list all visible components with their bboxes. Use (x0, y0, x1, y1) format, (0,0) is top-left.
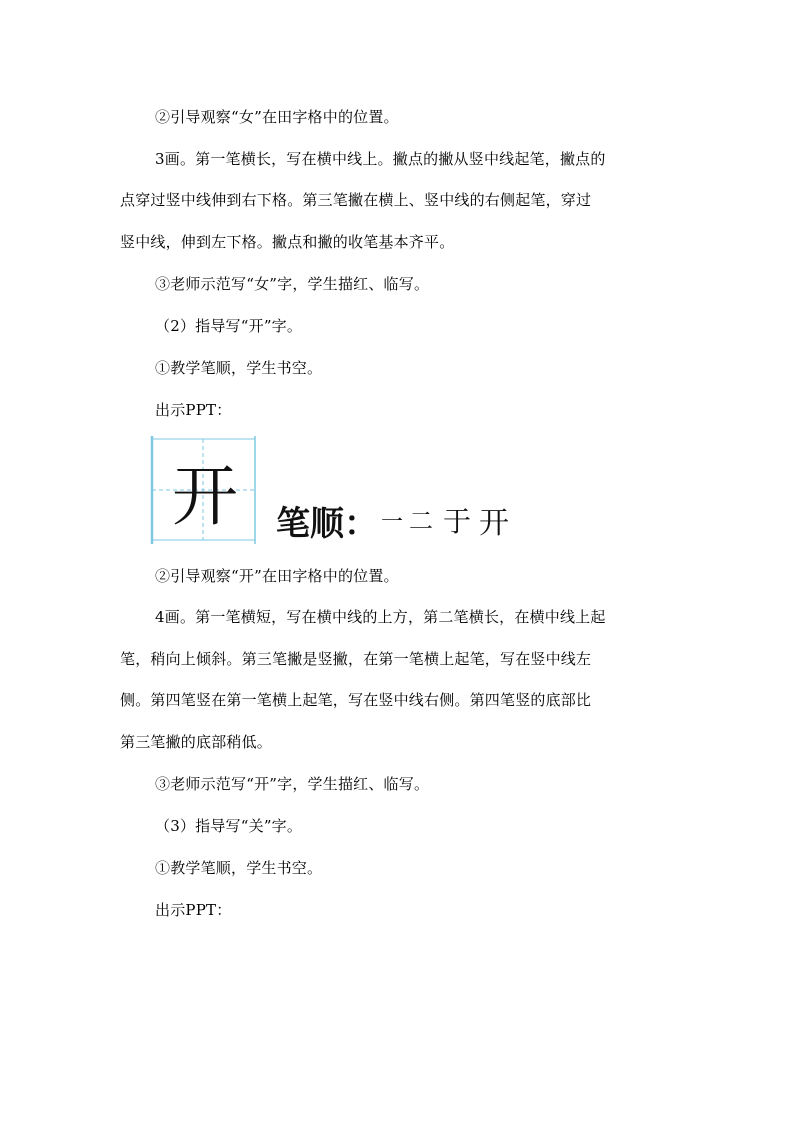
tianzige-figure-svg (149, 434, 529, 548)
heading-guide-guan: （3）指导写“关”字。 (155, 817, 303, 835)
stroke-step-3: 于 (443, 505, 472, 538)
ppt-stroke-order-figure (149, 434, 529, 548)
heading-guide-kai: （2）指导写“开”字。 (155, 317, 303, 335)
paragraph-kai-strokes-line4: 第三笔撇的底部稍低。 (120, 733, 273, 751)
paragraph-stroke-order-guan: ①教学笔顺，学生书空。 (155, 859, 323, 877)
paragraph-show-ppt-2: 出示PPT： (155, 901, 232, 919)
paragraph-kai-strokes-line1: 4画。第一笔横短，写在横中线的上方，第二笔横长，在横中线上起 (155, 608, 606, 626)
stroke-step-1: 一 (381, 510, 404, 535)
tianzige-character: 开 (172, 458, 238, 535)
paragraph-demo-kai: ③老师示范写“开”字，学生描红、临写。 (155, 775, 430, 793)
paragraph-observe-nv: ②引导观察“女”在田字格中的位置。 (155, 108, 399, 126)
paragraph-stroke-order-kai: ①教学笔顺，学生书空。 (155, 359, 323, 377)
paragraph-kai-strokes-line3: 侧。第四笔竖在第一笔横上起笔，写在竖中线右侧。第四笔竖的底部比 (120, 691, 592, 709)
paragraph-nv-strokes-line2: 点穿过竖中线伸到右下格。第三笔撇在横上、竖中线的右侧起笔，穿过 (120, 191, 592, 209)
paragraph-nv-strokes-line3: 竖中线，伸到左下格。撇点和撇的收笔基本齐平。 (120, 233, 455, 251)
paragraph-nv-strokes-line1: 3画。第一笔横长，写在横中线上。撇点的撇从竖中线起笔，撇点的 (155, 150, 606, 168)
stroke-step-4: 开 (479, 506, 509, 541)
paragraph-observe-kai: ②引导观察“开”在田字格中的位置。 (155, 567, 399, 585)
paragraph-show-ppt-1: 出示PPT： (155, 401, 232, 419)
paragraph-demo-nv: ③老师示范写“女”字，学生描红、临写。 (155, 275, 430, 293)
paragraph-kai-strokes-line2: 笔，稍向上倾斜。第三笔撇是竖撇，在第一笔横上起笔，写在竖中线左 (120, 650, 592, 668)
stroke-order-label: 笔顺： (276, 504, 378, 544)
stroke-step-2: 二 (409, 507, 433, 535)
